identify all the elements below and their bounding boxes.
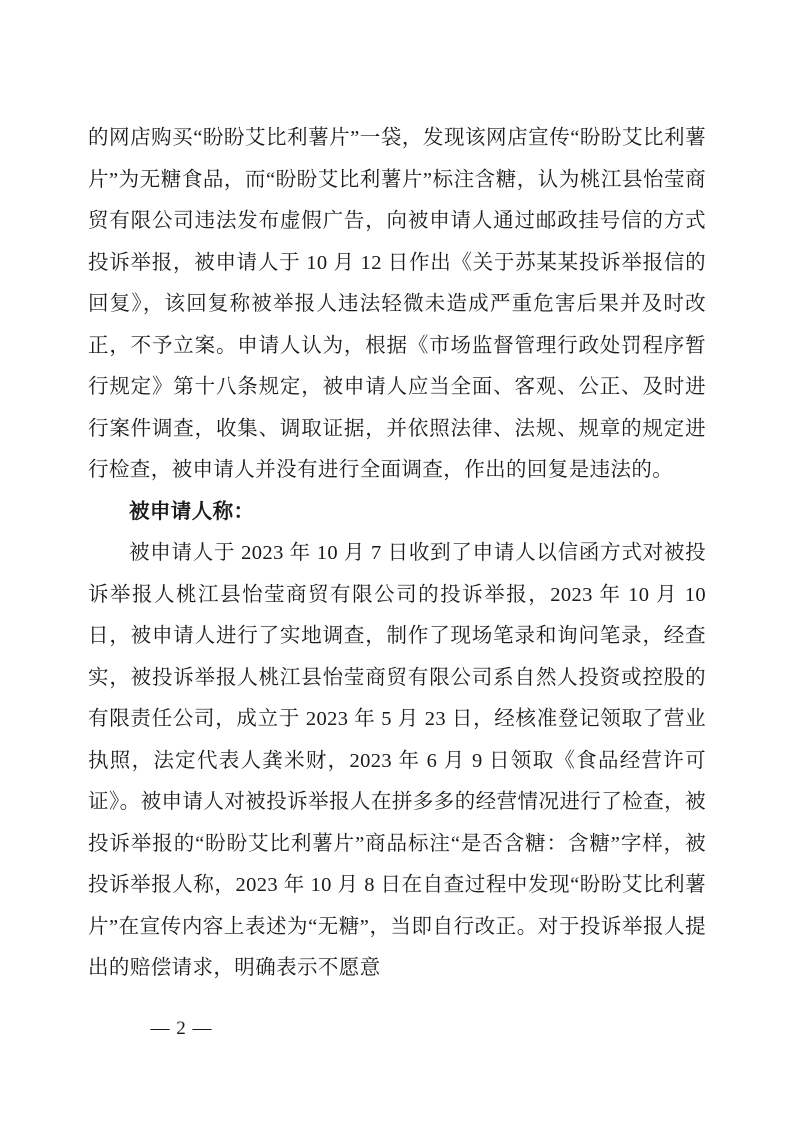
paragraph-respondent-statement: 被申请人于 2023 年 10 月 7 日收到了申请人以信函方式对被投诉举报人桃江县怡莹商贸有限公司的投诉举报，2023 年 10 月 10 日，被申请人进行了实地调查，制作了现场笔录和询问笔录，经查实，被投诉举报人桃江县怡莹商贸有限公司系自然人投资或控股的有限责任公司，成立于 2023 年 5 月 23 日，经核准登记领取了营业执照，法定代表人龚米财，2023 年 6 月 9 日领取《食品经营许可证》。被申请人对被投诉举报人在拼多多的经营情况进行了检查，被投诉举报的“盼盼艾比利薯片”商品标注“是否含糖：含糖”字样，被投诉举报人称，2023 年 10 月 8 日在自查过程中发现“盼盼艾比利薯片”在宣传内容上表述为“无糖”，当即自行改正。对于投诉举报人提出的赔偿请求，明确表示不愿意 [88, 542, 706, 979]
section-heading-respondent-statement: 被申请人称： [129, 500, 255, 523]
paragraph-continuation: 的网店购买“盼盼艾比利薯片”一袋，发现该网店宣传“盼盼艾比利薯片”为无糖食品，而“盼盼艾比利薯片”标注含糖，认为桃江县怡莹商贸有限公司违法发布虚假广告，向被申请人通过邮政挂号信的方式投诉举报，被申请人于 10 月 12 日作出《关于苏某某投诉举报信的回复》，该回复称被举报人违法轻微未造成严重危害后果并及时改正，不予立案。申请人认为，根据《市场监督管理行政处罚程序暂行规定》第十八条规定，被申请人应当全面、客观、公正、及时进行案件调查，收集、调取证据，并依照法律、法规、规章的规定进行检查，被申请人并没有进行全面调查，作出的回复是违法的。 [88, 127, 706, 481]
document-body [88, 118, 706, 990]
page-footer [0, 1018, 793, 1040]
page-number: — 2 — [150, 1018, 213, 1039]
